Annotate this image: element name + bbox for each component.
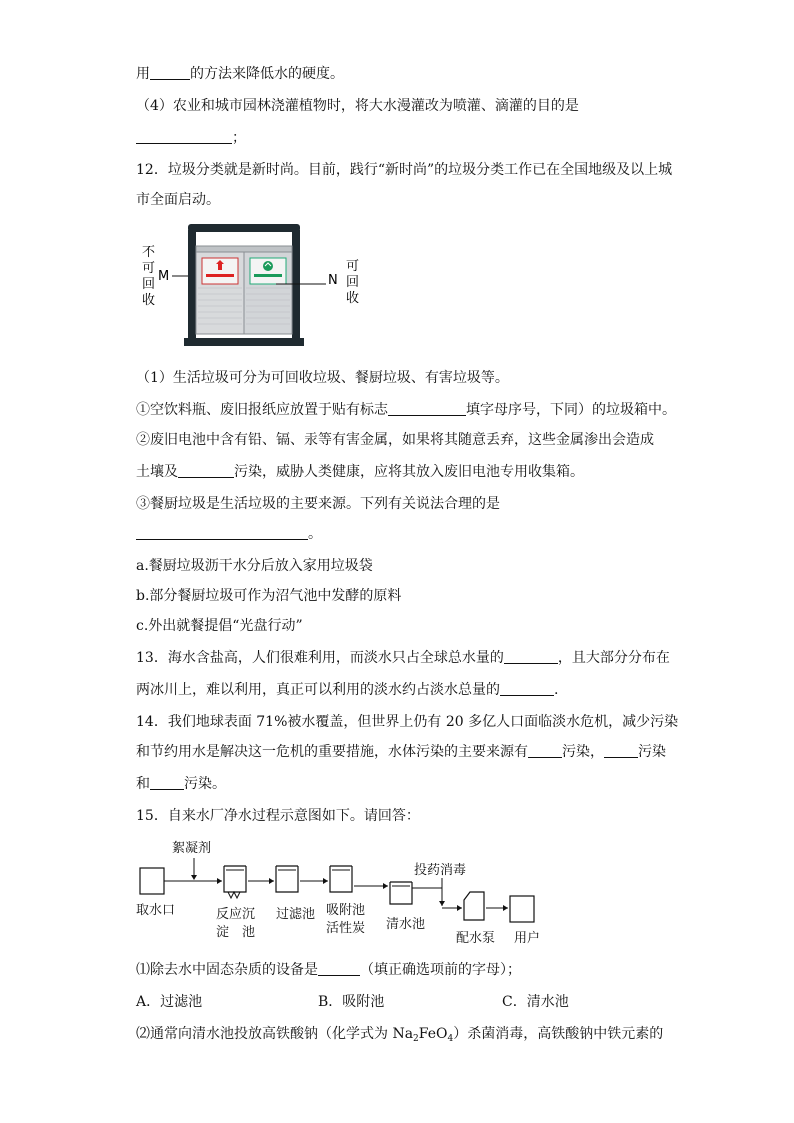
label-m: M (158, 269, 170, 284)
reaction-label-1: 反应沉 (216, 907, 256, 922)
left-vertical-label (142, 245, 155, 308)
q12-item3-answer: 。 (136, 524, 322, 544)
q12-option-c: c.外出就餐提倡“光盘行动” (136, 618, 303, 634)
blank (528, 743, 562, 758)
blank (504, 649, 558, 664)
q15-option-c: C．清水池 (502, 994, 569, 1010)
label-char: 可 (346, 259, 360, 274)
q15-option-a: A．过滤池 (136, 994, 203, 1010)
trash-bin-illustration (136, 218, 366, 360)
q12-item3: ③餐厨垃圾是生活垃圾的主要来源。下列有关说法合理的是 (136, 496, 500, 512)
reaction-label-2: 淀 池 (216, 925, 256, 940)
q11-4: （4）农业和城市园林浇灌植物时，将大水漫灌改为喷灌、滴灌的目的是 (136, 98, 579, 114)
filter-label: 过滤池 (276, 907, 316, 922)
label-char: 回 (346, 275, 360, 290)
q15-option-b: B．吸附池 (318, 994, 385, 1010)
water-purification-diagram (136, 836, 556, 948)
label-char: 可 (142, 261, 156, 276)
intake-label: 取水口 (136, 903, 176, 918)
flocculant-label: 絮凝剂 (172, 841, 212, 856)
q12-part1: （1）生活垃圾可分为可回收垃圾、餐厨垃圾、有害垃圾等。 (136, 370, 509, 386)
blank (388, 401, 466, 416)
blank (178, 463, 234, 478)
q12-line2: 市全面启动。 (136, 192, 220, 208)
label-n: N (328, 273, 338, 288)
pump-label: 配水泵 (456, 931, 496, 946)
adsorb-label-1: 吸附池 (326, 903, 366, 918)
label-char: 收 (142, 293, 156, 308)
blank (150, 775, 184, 790)
q15-title: 15．自来水厂净水过程示意图如下。请回答： (136, 808, 420, 824)
q11-4-answer-line: ； (136, 128, 246, 148)
q15-sub1: ⑴除去水中固态杂质的设备是 （填正确选项前的字母）； (136, 962, 521, 978)
q12-item2: ②废旧电池中含有铅、镉、汞等有害金属，如果将其随意丢弃，这些金属渗出会造成 (136, 432, 654, 448)
line-hardness: 用 的方法来降低水的硬度。 (136, 66, 344, 82)
disinfect-label: 投药消毒 (414, 863, 467, 878)
blank (136, 129, 232, 144)
q12-line1: 12．垃圾分类就是新时尚。目前，践行“新时尚”的垃圾分类工作已在全国地级及以上城 (136, 162, 673, 178)
user-label: 用户 (514, 931, 541, 946)
adsorb-label-2: 活性炭 (326, 921, 366, 936)
q14-line2: 和节约用水是解决这一危机的重要措施，水体污染的主要来源有 污染， 污染 (136, 744, 666, 760)
q12-item1: ①空饮料瓶、废旧报纸应放置于贴有标志 填字母序号，下同）的垃圾箱中。 (136, 402, 676, 418)
q12-item2-cont: 土壤及 污染，威胁人类健康，应将其放入废旧电池专用收集箱。 (136, 464, 584, 480)
blank (136, 525, 308, 540)
label-char: 回 (142, 277, 156, 292)
label-char: 不 (142, 245, 156, 260)
q14-line1: 14．我们地球表面 71%被水覆盖，但世界上仍有 20 多亿人口面临淡水危机，减少污染 (136, 714, 679, 730)
clear-tank-label: 清水池 (386, 917, 426, 932)
blank (604, 743, 638, 758)
blank (500, 681, 554, 696)
q13-line1: 13．海水含盐高，人们很难利用，而淡水只占全球总水量的 ，且大部分分布在 (136, 650, 670, 666)
right-vertical-label (346, 259, 359, 306)
q12-option-b: b.部分餐厨垃圾可作为沼气池中发酵的原料 (136, 588, 402, 604)
q15-sub2: ⑵通常向清水池投放高铁酸钠（化学式为 $Na_2FeO_4$）杀菌消毒，高铁酸钠中铁元素的 (136, 1026, 664, 1044)
q13-line2: 两冰川上，难以利用，真正可以利用的淡水约占淡水总量的 . (136, 682, 559, 698)
label-char: 收 (346, 291, 360, 306)
blank (150, 65, 190, 80)
q12-option-a: a.餐厨垃圾沥干水分后放入家用垃圾袋 (136, 558, 373, 574)
blank (318, 961, 360, 976)
q14-line3: 和 污染。 (136, 776, 226, 792)
